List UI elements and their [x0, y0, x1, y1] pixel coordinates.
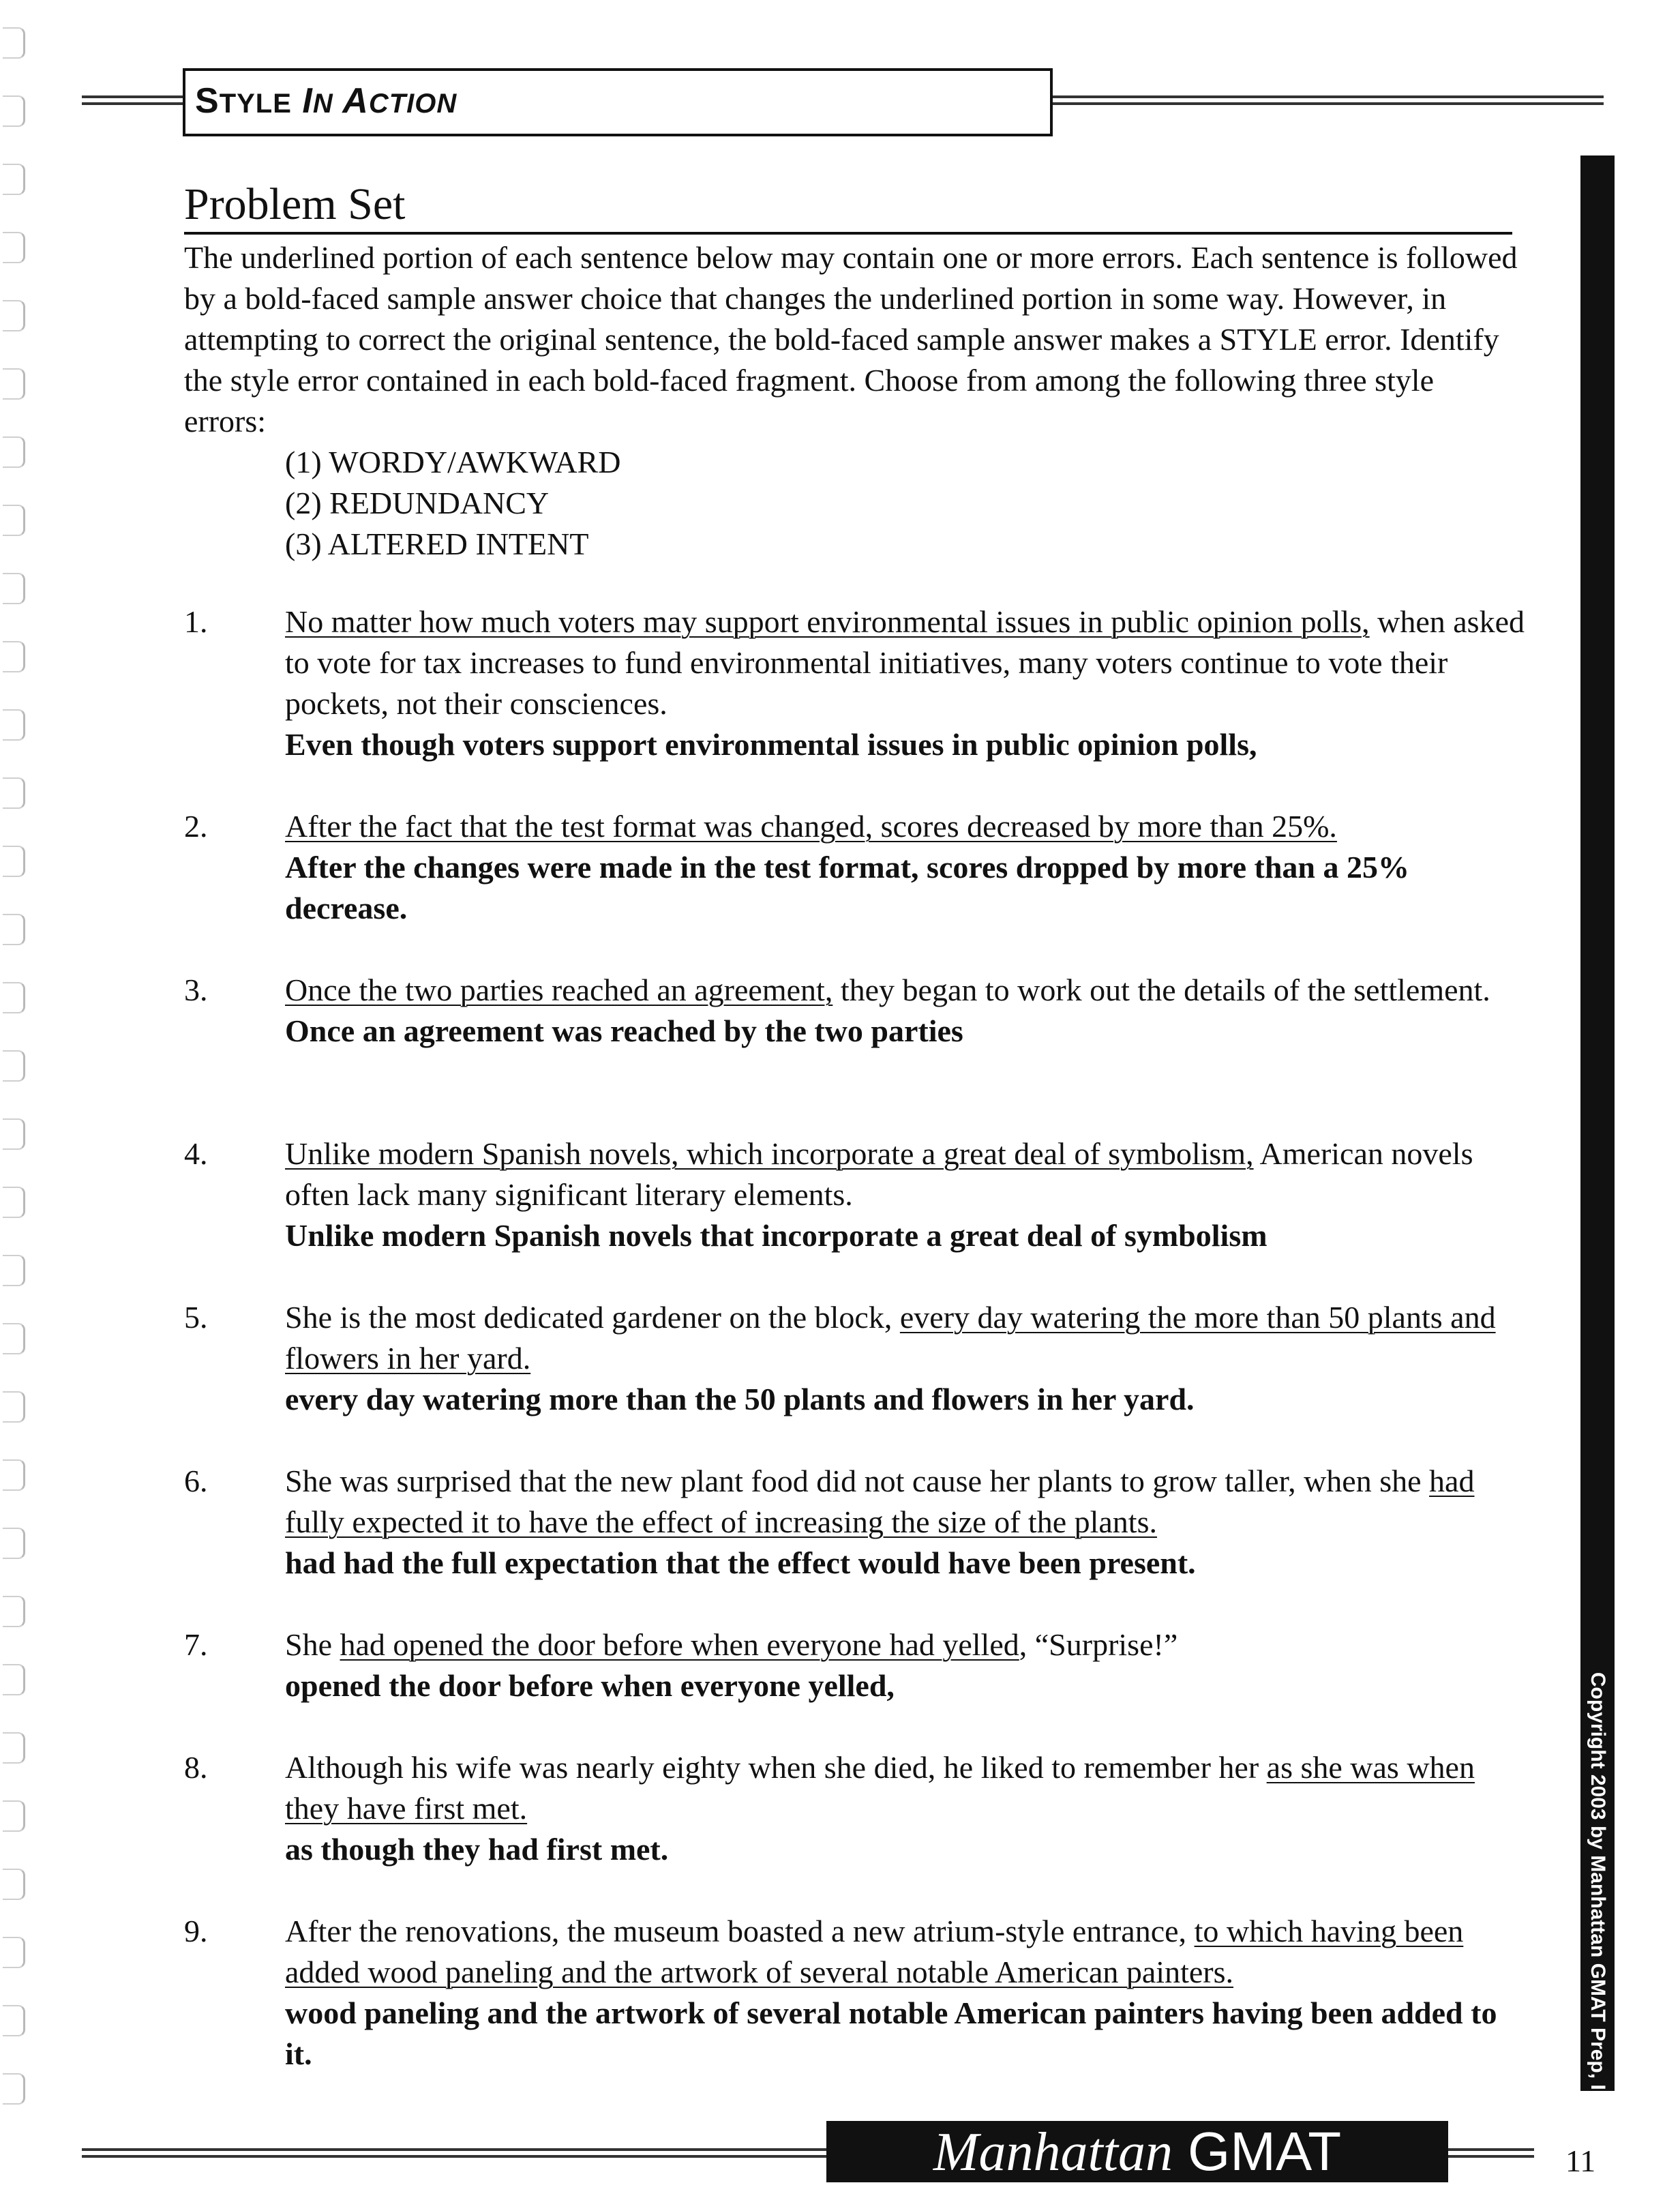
question-number: 8.	[184, 1750, 208, 1785]
question-number: 5.	[184, 1300, 208, 1335]
sample-answer: had had the full expectation that the effect would have been present.	[285, 1545, 1196, 1580]
sample-answer: opened the door before when everyone yelled,	[285, 1668, 895, 1703]
question-5	[184, 1297, 1527, 1420]
instructions-text: The underlined portion of each sentence below may contain one or more errors. Each sentence is followed by a bold-faced sample answer choice that changes the underlined portion in some way. However, in attempting to correct the original sentence, the bold-faced sample answer makes a STYLE error. Identify the style error contained in each bold-faced fragment. Choose from among the following three style errors:	[184, 240, 1518, 439]
question-number: 3.	[184, 972, 208, 1007]
binder-hole	[3, 1596, 25, 1627]
sample-answer: After the changes were made in the test format, scores dropped by more than a 25% decrease.	[285, 850, 1409, 925]
binder-hole	[3, 846, 25, 877]
question-text: when asked to vote for tax increases to fund environmental initiatives, many voters continue to vote their pockets, not their consciences.	[285, 604, 1525, 721]
question-text: She was surprised that the new plant food did not cause her plants to grow taller, when she	[285, 1464, 1430, 1498]
binder-hole	[3, 1664, 25, 1695]
section-title: Problem Set	[184, 179, 406, 229]
sample-answer: Unlike modern Spanish novels that incorporate a great deal of symbolism	[285, 1218, 1268, 1253]
option-item: (2) REDUNDANCY	[285, 486, 550, 520]
binder-hole	[3, 1255, 25, 1286]
binder-hole	[3, 1050, 25, 1082]
option-item: (3) ALTERED INTENT	[285, 526, 589, 561]
style-error-options	[285, 442, 1520, 565]
binder-hole	[3, 1869, 25, 1900]
question-8	[184, 1747, 1527, 1870]
binder-hole	[3, 1732, 25, 1764]
question-9	[184, 1911, 1527, 2075]
question-text: , “Surprise!”	[1019, 1627, 1178, 1662]
question-text: She is the most dedicated gardener on the block,	[285, 1300, 900, 1335]
question-7	[184, 1624, 1527, 1706]
binder-hole	[3, 1800, 25, 1832]
question-text: Although his wife was nearly eighty when she died, he liked to remember her	[285, 1750, 1267, 1785]
instructions	[184, 237, 1520, 565]
binder-hole	[3, 982, 25, 1013]
binder-hole	[3, 436, 25, 468]
question-text: She	[285, 1627, 340, 1662]
binder-hole	[3, 1391, 25, 1423]
binder-hole	[3, 1118, 25, 1150]
binder-hole	[3, 300, 25, 331]
binder-hole	[3, 2073, 25, 2105]
binder-hole	[3, 505, 25, 536]
chapter-title: STYLE IN ACTION	[195, 81, 457, 121]
question-text: they began to work out the details of the settlement.	[832, 972, 1490, 1007]
binder-hole	[3, 1937, 25, 1968]
underlined-portion: every day watering the more than 50 plants and flowers in her yard.	[285, 1300, 1496, 1376]
binder-hole	[3, 1459, 25, 1491]
binder-hole	[3, 1528, 25, 1559]
question-number: 1.	[184, 604, 208, 639]
question-number: 6.	[184, 1464, 208, 1498]
question-text: American novels often lack many significant literary elements.	[285, 1136, 1473, 1212]
binder-holes	[3, 27, 30, 2155]
title-rule	[184, 232, 1512, 235]
footer-rule-right	[1445, 2148, 1534, 2158]
footer-rule-left	[82, 2148, 829, 2158]
question-text: After the renovations, the museum boasted a new atrium-style entrance,	[285, 1914, 1195, 1948]
underlined-portion: No matter how much voters may support environmental issues in public opinion polls,	[285, 604, 1370, 639]
binder-hole	[3, 914, 25, 945]
question-number: 9.	[184, 1914, 208, 1948]
binder-hole	[3, 777, 25, 809]
copyright-text: Copyright 2003 by Manhattan GMAT Prep, Inc.	[1587, 1672, 1609, 2120]
question-number: 2.	[184, 809, 208, 844]
underlined-portion: had opened the door before when everyone had yelled	[340, 1627, 1019, 1662]
chapter-header	[183, 68, 1053, 136]
sample-answer: every day watering more than the 50 plants and flowers in her yard.	[285, 1382, 1195, 1416]
question-4	[184, 1133, 1527, 1256]
sample-answer: wood paneling and the artwork of several notable American painters having been added to it.	[285, 1995, 1497, 2071]
underlined-portion: as she was when they have first met.	[285, 1750, 1475, 1826]
binder-hole	[3, 1323, 25, 1354]
underlined-portion: After the fact that the test format was changed, scores decreased by more than 25%.	[285, 809, 1337, 844]
underlined-portion: had fully expected it to have the effect of increasing the size of the plants.	[285, 1464, 1475, 1539]
page-number: 11	[1565, 2143, 1596, 2178]
option-item: (1) WORDY/AWKWARD	[285, 445, 621, 479]
binder-hole	[3, 709, 25, 741]
binder-hole	[3, 641, 25, 672]
binder-hole	[3, 95, 25, 127]
question-number: 7.	[184, 1627, 208, 1662]
brand-logo: Manhattan GMAT	[826, 2121, 1448, 2182]
question-number: 4.	[184, 1136, 208, 1171]
binder-hole	[3, 164, 25, 195]
header-rule-left	[82, 95, 185, 105]
sample-answer: Once an agreement was reached by the two parties	[285, 1013, 963, 1048]
binder-hole	[3, 2005, 25, 2036]
binder-hole	[3, 368, 25, 400]
binder-hole	[3, 573, 25, 604]
sample-answer: as though they had first met.	[285, 1832, 669, 1867]
question-3	[184, 970, 1527, 1052]
question-1	[184, 602, 1527, 765]
underlined-portion: Once the two parties reached an agreement,	[285, 972, 833, 1007]
header-rule-right	[1050, 95, 1604, 105]
underlined-portion: Unlike modern Spanish novels, which incorporate a great deal of symbolism,	[285, 1136, 1254, 1171]
binder-hole	[3, 232, 25, 263]
underlined-portion: to which having been added wood paneling and the artwork of several notable American painters.	[285, 1914, 1464, 1989]
question-2	[184, 806, 1527, 929]
question-6	[184, 1461, 1527, 1584]
binder-hole	[3, 27, 25, 59]
sample-answer: Even though voters support environmental issues in public opinion polls,	[285, 727, 1257, 762]
binder-hole	[3, 1187, 25, 1218]
